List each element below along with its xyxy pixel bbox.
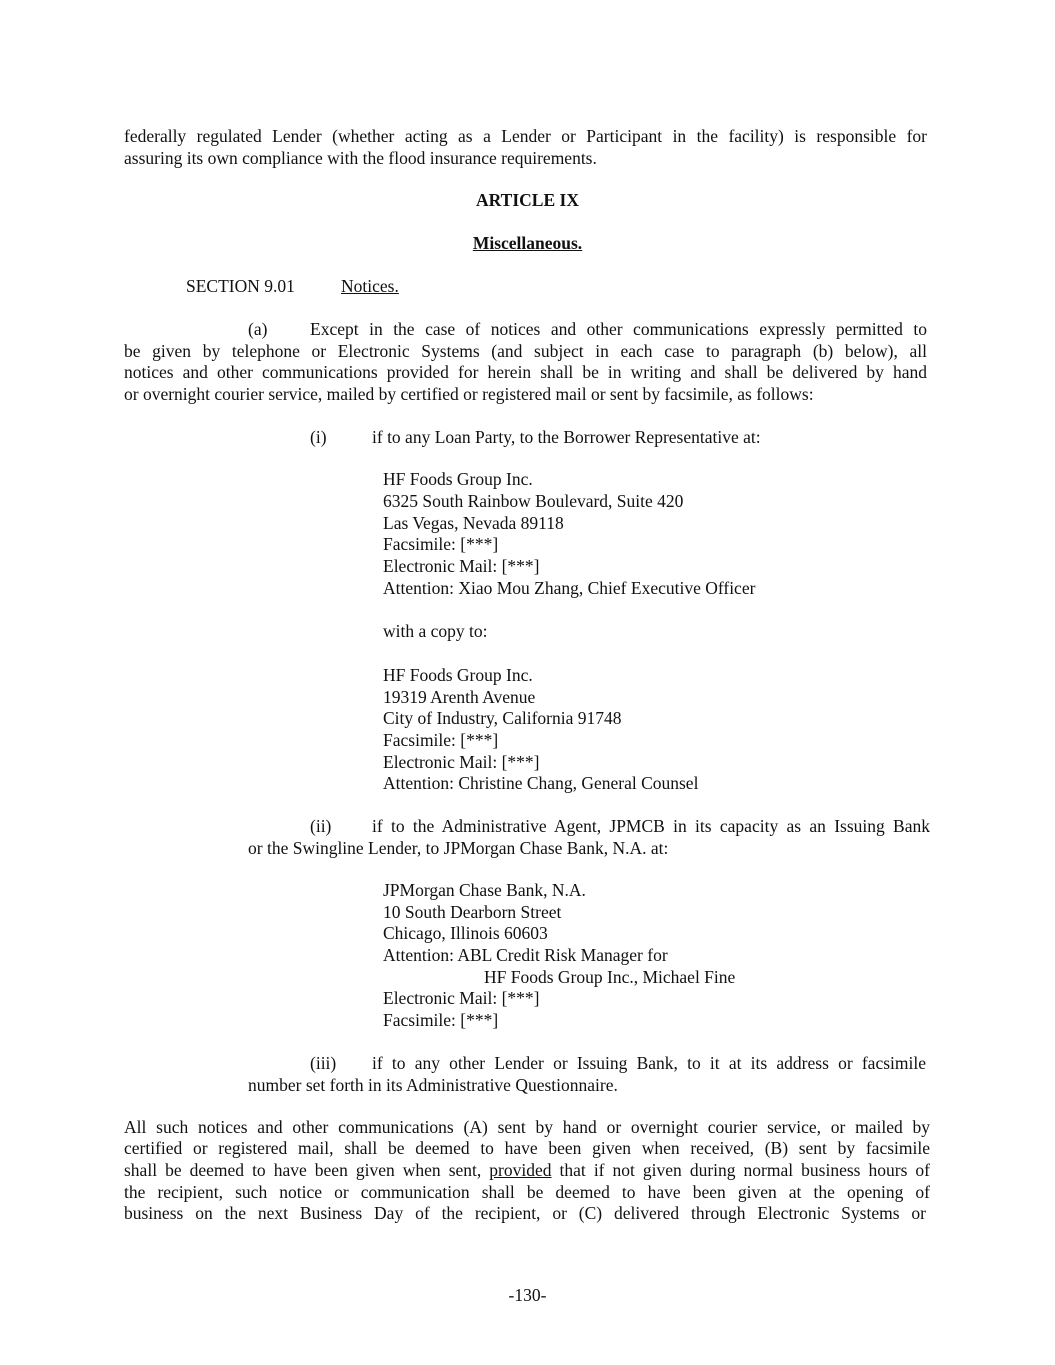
address-line: Attention: ABL Credit Risk Manager for xyxy=(383,945,668,965)
address-line: HF Foods Group Inc. xyxy=(383,665,533,685)
address-line: Facsimile: [***] xyxy=(383,1010,499,1030)
item-iii-marker: (iii) xyxy=(310,1053,337,1073)
address-line: 19319 Arenth Avenue xyxy=(383,687,536,707)
address-line: Attention: Xiao Mou Zhang, Chief Executive Officer xyxy=(383,578,756,598)
address-line: Facsimile: [***] xyxy=(383,730,499,750)
item-ii-marker: (ii) xyxy=(310,816,332,836)
article-title: Miscellaneous. xyxy=(472,233,583,253)
section-title: Notices. xyxy=(341,276,399,296)
address-line: Electronic Mail: [***] xyxy=(383,556,540,576)
address-line: JPMorgan Chase Bank, N.A. xyxy=(383,880,586,900)
address-line: Chicago, Illinois 60603 xyxy=(383,923,548,943)
para-a-line-1: Except in the case of notices and other communications expressly permitted to xyxy=(310,319,927,339)
address-line: City of Industry, California 91748 xyxy=(383,708,622,728)
item-i-text: if to any Loan Party, to the Borrower Representative at: xyxy=(372,427,761,447)
address-line: HF Foods Group Inc., Michael Fine xyxy=(484,967,736,987)
closing-line-5: business on the next Business Day of the recipient, or (C) delivered through Electronic Systems or xyxy=(124,1203,926,1223)
address-line: 6325 South Rainbow Boulevard, Suite 420 xyxy=(383,491,684,511)
item-i-marker: (i) xyxy=(310,427,327,447)
provided-term: provided xyxy=(489,1160,552,1180)
para-a-marker: (a) xyxy=(248,319,268,339)
closing-line-4: the recipient, such notice or communication shall be deemed to have been given at the opening of xyxy=(124,1182,930,1202)
item-iii-line-2: number set forth in its Administrative Questionnaire. xyxy=(248,1075,618,1095)
closing-line-3-pre: shall be deemed to have been given when sent, xyxy=(124,1160,482,1180)
intro-line-2: assuring its own compliance with the flood insurance requirements. xyxy=(124,148,597,168)
address-line: Electronic Mail: [***] xyxy=(383,752,540,772)
closing-line-2: certified or registered mail, shall be deemed to have been given when received, (B) sent by facsimile xyxy=(124,1138,930,1158)
page-number: -130- xyxy=(508,1285,547,1305)
section-number: SECTION 9.01 xyxy=(186,276,295,296)
para-a-line-3: notices and other communications provided for herein shall be in writing and shall be delivered by hand xyxy=(124,362,927,382)
address-line: Attention: Christine Chang, General Counsel xyxy=(383,773,699,793)
address-line: HF Foods Group Inc. xyxy=(383,469,533,489)
item-ii-line-1: if to the Administrative Agent, JPMCB in its capacity as an Issuing Bank xyxy=(372,816,930,836)
copy-label: with a copy to: xyxy=(383,621,488,641)
closing-line-1: All such notices and other communications (A) sent by hand or overnight courier service, or mailed by xyxy=(124,1117,930,1137)
address-line: Las Vegas, Nevada 89118 xyxy=(383,513,564,533)
item-iii-line-1: if to any other Lender or Issuing Bank, to it at its address or facsimile xyxy=(372,1053,926,1073)
address-line: Electronic Mail: [***] xyxy=(383,988,540,1008)
article-heading: ARTICLE IX xyxy=(476,190,579,210)
article-title-wrap xyxy=(0,232,1055,254)
item-ii-line-2: or the Swingline Lender, to JPMorgan Chase Bank, N.A. at: xyxy=(248,838,669,858)
address-line: 10 South Dearborn Street xyxy=(383,902,562,922)
para-a-line-4: or overnight courier service, mailed by certified or registered mail or sent by facsimile, as follows: xyxy=(124,384,814,404)
address-line: Facsimile: [***] xyxy=(383,534,499,554)
closing-line-3-post: that if not given during normal business hours of xyxy=(559,1160,930,1180)
para-a-line-2: be given by telephone or Electronic Systems (and subject in each case to paragraph (b) below), all xyxy=(124,341,927,361)
intro-line-1: federally regulated Lender (whether acting as a Lender or Participant in the facility) is responsible for xyxy=(124,126,927,146)
closing-line-3 xyxy=(124,1159,930,1181)
